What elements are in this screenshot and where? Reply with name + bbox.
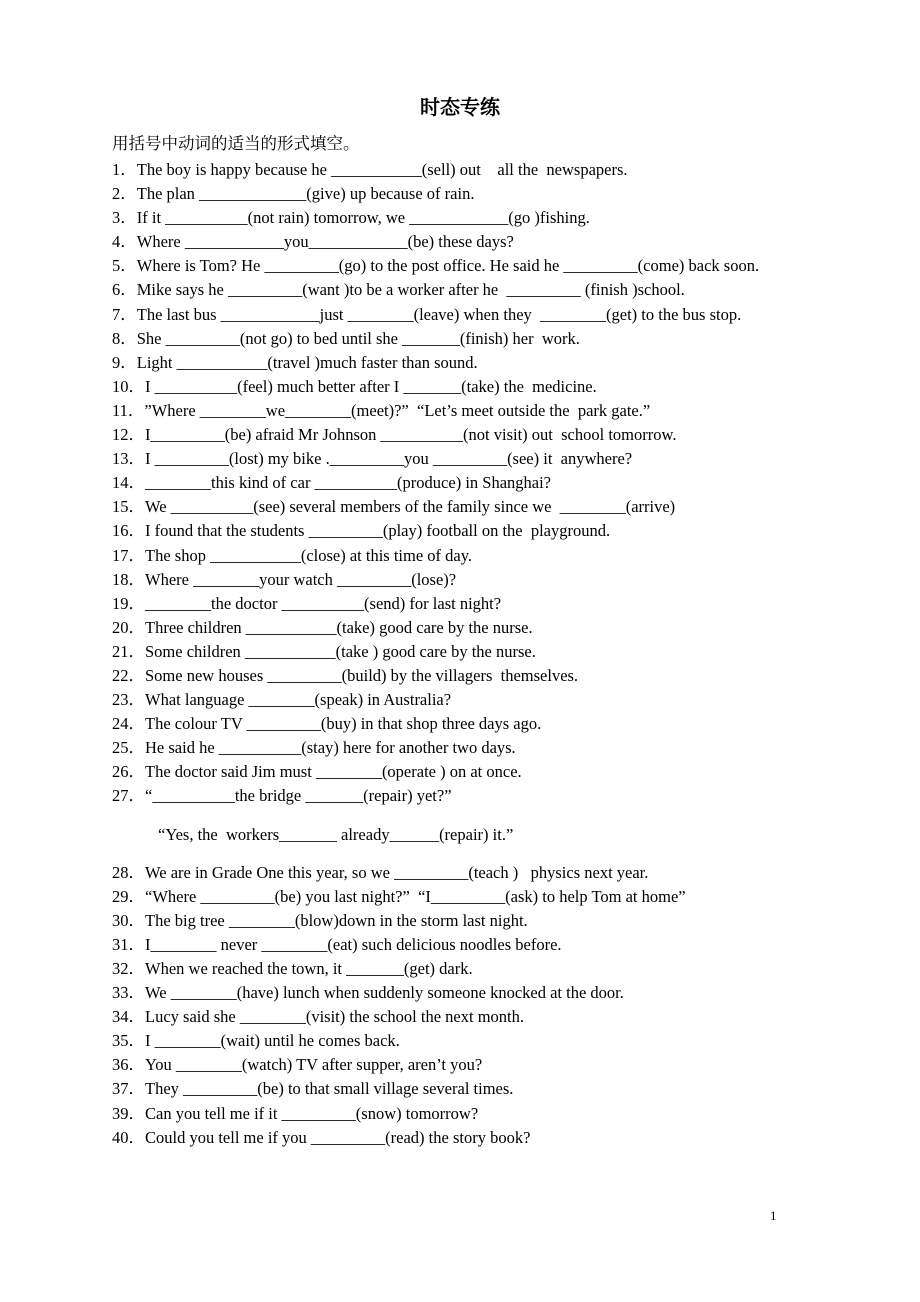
item-number: 11． <box>112 400 145 420</box>
exercise-item <box>112 351 836 375</box>
item-number: 21． <box>112 641 145 661</box>
item-sentence: Could you tell me if you _________(read) the story book? <box>145 1127 531 1147</box>
exercise-item <box>112 303 836 327</box>
exercise-item <box>112 933 836 957</box>
item-number: 16． <box>112 521 145 541</box>
item-sentence: The shop ___________(close) at this time of day. <box>145 545 473 565</box>
item-number: 35． <box>112 1031 145 1051</box>
item-number: 8． <box>112 328 137 348</box>
item-sentence: Where is Tom? He _________(go) to the post office. He said he _________(come) back soon. <box>136 256 760 276</box>
item-number: 4． <box>112 232 137 252</box>
item-number: 3． <box>112 208 137 228</box>
item-number: 19． <box>112 593 145 613</box>
item-sentence: Where ________your watch _________(lose)? <box>145 569 457 589</box>
exercise-item <box>112 664 836 688</box>
item-number: 27． <box>112 786 145 806</box>
exercise-item <box>112 1029 836 1053</box>
item-sentence: ________the doctor __________(send) for last night? <box>145 593 502 613</box>
item-27-reply: “Yes, the workers_______ already______(repair) it.” <box>158 824 514 844</box>
item-number: 36． <box>112 1055 145 1075</box>
exercise-item <box>112 885 836 909</box>
exercise-item <box>112 327 836 351</box>
item-sentence: Light ___________(travel )much faster than sound. <box>136 352 478 372</box>
item-number: 37． <box>112 1079 145 1099</box>
item-number: 33． <box>112 983 145 1003</box>
item-sentence: We ________(have) lunch when suddenly someone knocked at the door. <box>145 983 624 1003</box>
item-sentence: If it __________(not rain) tomorrow, we ____________(go )fishing. <box>136 208 590 228</box>
item-number: 25． <box>112 738 145 758</box>
item-number: 6． <box>112 280 137 300</box>
exercise-item <box>112 519 836 543</box>
item-number: 24． <box>112 714 145 734</box>
exercise-item <box>112 784 836 808</box>
item-sentence: You ________(watch) TV after supper, aren’t you? <box>145 1055 483 1075</box>
item-sentence: “Where _________(be) you last night?” “I_________(ask) to help Tom at home” <box>145 886 686 906</box>
exercise-item <box>112 640 836 664</box>
page-title: 时态专练 <box>420 97 500 119</box>
item-sentence: Some new houses _________(build) by the villagers themselves. <box>145 665 579 685</box>
item-sentence: Mike says he _________(want )to be a worker after he _________ (finish )school. <box>136 280 685 300</box>
item-sentence: They _________(be) to that small village several times. <box>145 1079 514 1099</box>
exercise-item <box>112 182 836 206</box>
exercise-item <box>112 278 836 302</box>
item-number: 28． <box>112 862 145 882</box>
item-sentence: We are in Grade One this year, so we _________(teach ) physics next year. <box>145 862 649 882</box>
exercise-item <box>112 1126 836 1150</box>
item-sentence: He said he __________(stay) here for another two days. <box>145 738 516 758</box>
item-number: 13． <box>112 449 145 469</box>
item-sentence: The plan _____________(give) up because of rain. <box>136 184 475 204</box>
item-sentence: The big tree ________(blow)down in the storm last night. <box>145 910 528 930</box>
item-sentence: Can you tell me if it _________(snow) tomorrow? <box>145 1103 479 1123</box>
exercise-item <box>112 254 836 278</box>
exercise-item <box>112 206 836 230</box>
item-number: 29． <box>112 886 145 906</box>
exercise-item <box>112 447 836 471</box>
item-number: 26． <box>112 762 145 782</box>
item-number: 23． <box>112 690 145 710</box>
item-sentence: I ________(wait) until he comes back. <box>145 1031 400 1051</box>
exercise-item <box>112 909 836 933</box>
exercise-item <box>112 957 836 981</box>
exercise-list <box>112 158 836 1150</box>
item-number: 7． <box>112 304 137 324</box>
item-number: 2． <box>112 184 137 204</box>
exercise-item <box>112 1005 836 1029</box>
exercise-item <box>112 981 836 1005</box>
item-number: 34． <box>112 1007 145 1027</box>
item-number: 32． <box>112 959 145 978</box>
exercise-item <box>112 544 836 568</box>
item-number: 18． <box>112 569 145 589</box>
item-number: 17． <box>112 545 145 565</box>
exercise-item <box>112 158 836 182</box>
exercise-group-1 <box>112 158 836 809</box>
instruction-text: 用括号中动词的适当的形式填空。 <box>112 134 360 153</box>
item-sentence: She _________(not go) to bed until she _______(finish) her work. <box>136 328 580 348</box>
exercise-item <box>112 495 836 519</box>
exercise-item <box>112 1102 836 1126</box>
item-sentence: We __________(see) several members of the family since we ________(arrive) <box>145 497 676 517</box>
exercise-item <box>112 760 836 784</box>
exercise-item <box>112 861 836 885</box>
item-sentence: When we reached the town, it _______(get) dark. <box>145 959 473 978</box>
item-number: 5． <box>112 256 137 276</box>
exercise-item <box>112 616 836 640</box>
item-sentence: The boy is happy because he ___________(sell) out all the newspapers. <box>136 160 628 179</box>
item-sentence: I found that the students _________(play) football on the playground. <box>145 521 611 541</box>
item-sentence: Three children ___________(take) good care by the nurse. <box>145 617 533 637</box>
item-number: 30． <box>112 910 145 930</box>
exercise-item <box>112 568 836 592</box>
item-sentence: The colour TV _________(buy) in that shop three days ago. <box>145 714 542 734</box>
item-number: 40． <box>112 1127 145 1147</box>
item-sentence: I_________(be) afraid Mr Johnson __________(not visit) out school tomorrow. <box>145 425 677 445</box>
item-sentence: What language ________(speak) in Australia? <box>145 690 452 710</box>
item-number: 31． <box>112 934 145 954</box>
item-sentence: ________this kind of car __________(produce) in Shanghai? <box>145 473 552 493</box>
exercise-item <box>112 399 836 423</box>
item-number: 39． <box>112 1103 145 1123</box>
item-sentence: Lucy said she ________(visit) the school the next month. <box>145 1007 524 1027</box>
exercise-item <box>112 736 836 760</box>
exercise-group-2 <box>112 861 836 1150</box>
item-number: 12． <box>112 425 145 445</box>
item-sentence: The doctor said Jim must ________(operate ) on at once. <box>145 762 522 782</box>
exercise-item <box>112 230 836 254</box>
item-number: 1． <box>112 160 137 179</box>
item-sentence: ”Where ________we________(meet)?” “Let’s meet outside the park gate.” <box>144 400 651 420</box>
exercise-item <box>112 712 836 736</box>
exercise-item <box>112 471 836 495</box>
item-sentence: Some children ___________(take ) good care by the nurse. <box>145 641 536 661</box>
item-number: 20． <box>112 617 145 637</box>
item-sentence: I________ never ________(eat) such delicious noodles before. <box>145 934 562 954</box>
exercise-item <box>112 423 836 447</box>
item-number: 10． <box>112 376 145 396</box>
exercise-item <box>112 1053 836 1077</box>
item-sentence: “__________the bridge _______(repair) yet?” <box>145 786 452 806</box>
item-sentence: I _________(lost) my bike ._________you _________(see) it anywhere? <box>145 449 633 469</box>
exercise-item <box>112 688 836 712</box>
item-number: 9． <box>112 352 137 372</box>
item-number: 14． <box>112 473 145 493</box>
page-number: 1 <box>770 1208 777 1223</box>
item-sentence: The last bus ____________just ________(leave) when they ________(get) to the bus stop. <box>136 304 742 324</box>
exercise-item <box>112 1077 836 1101</box>
exercise-item <box>112 375 836 399</box>
item-number: 15． <box>112 497 145 517</box>
exercise-item <box>112 592 836 616</box>
item-sentence: Where ____________you____________(be) these days? <box>136 232 514 252</box>
item-sentence: I __________(feel) much better after I _______(take) the medicine. <box>145 376 597 396</box>
item-number: 22． <box>112 665 145 685</box>
